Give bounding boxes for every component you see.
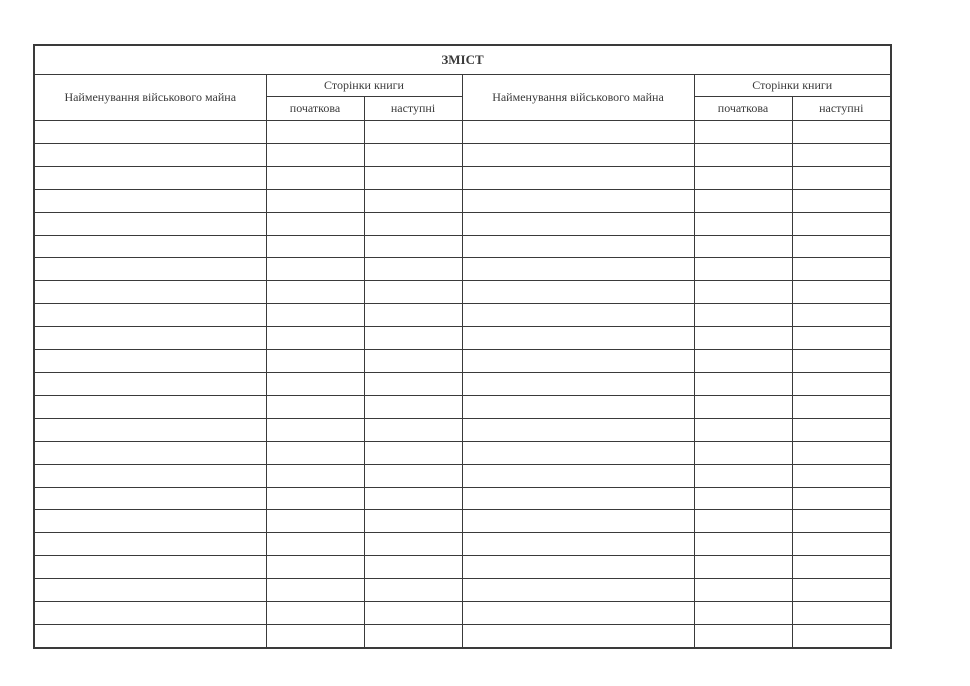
right-initial-cell xyxy=(694,189,792,212)
left-next-cell xyxy=(364,281,462,304)
table-row xyxy=(34,143,891,166)
table-row xyxy=(34,464,891,487)
left-name-cell xyxy=(34,510,266,533)
left-name-cell xyxy=(34,624,266,648)
left-name-cell xyxy=(34,579,266,602)
right-initial-cell xyxy=(694,510,792,533)
right-initial-cell xyxy=(694,143,792,166)
table-row xyxy=(34,304,891,327)
table-row xyxy=(34,395,891,418)
table-row xyxy=(34,441,891,464)
left-name-cell xyxy=(34,441,266,464)
table-row xyxy=(34,579,891,602)
right-next-cell xyxy=(792,579,891,602)
table-row xyxy=(34,350,891,373)
right-next-cell xyxy=(792,258,891,281)
left-initial-cell xyxy=(266,235,364,258)
left-name-cell xyxy=(34,121,266,144)
left-initial-cell xyxy=(266,441,364,464)
table-row xyxy=(34,487,891,510)
table-row xyxy=(34,418,891,441)
table-row xyxy=(34,212,891,235)
right-initial-page-header: початкова xyxy=(694,97,792,121)
right-pages-header: Сторінки книги xyxy=(694,75,891,97)
left-initial-cell xyxy=(266,350,364,373)
right-name-cell xyxy=(462,189,694,212)
right-initial-cell xyxy=(694,212,792,235)
left-pages-header: Сторінки книги xyxy=(266,75,462,97)
left-initial-cell xyxy=(266,579,364,602)
table-row xyxy=(34,510,891,533)
contents-table xyxy=(33,44,892,649)
left-next-cell xyxy=(364,189,462,212)
right-initial-cell xyxy=(694,281,792,304)
right-next-cell xyxy=(792,441,891,464)
right-next-cell xyxy=(792,166,891,189)
left-next-cell xyxy=(364,395,462,418)
left-name-cell xyxy=(34,212,266,235)
left-initial-cell xyxy=(266,418,364,441)
left-name-cell xyxy=(34,166,266,189)
left-initial-cell xyxy=(266,624,364,648)
left-next-cell xyxy=(364,143,462,166)
right-next-cell xyxy=(792,143,891,166)
right-name-cell xyxy=(462,441,694,464)
left-initial-cell xyxy=(266,556,364,579)
right-name-cell xyxy=(462,304,694,327)
left-next-cell xyxy=(364,235,462,258)
left-name-cell xyxy=(34,556,266,579)
right-next-cell xyxy=(792,418,891,441)
right-next-cell xyxy=(792,464,891,487)
right-name-cell xyxy=(462,624,694,648)
left-initial-cell xyxy=(266,281,364,304)
right-next-cell xyxy=(792,189,891,212)
right-initial-cell xyxy=(694,395,792,418)
left-next-cell xyxy=(364,441,462,464)
left-name-cell xyxy=(34,350,266,373)
left-name-cell xyxy=(34,189,266,212)
right-initial-cell xyxy=(694,579,792,602)
table-row xyxy=(34,121,891,144)
right-name-header: Найменування військового майна xyxy=(462,75,694,121)
right-initial-cell xyxy=(694,441,792,464)
left-initial-cell xyxy=(266,143,364,166)
left-next-cell xyxy=(364,327,462,350)
right-initial-cell xyxy=(694,121,792,144)
left-next-cell xyxy=(364,579,462,602)
right-initial-cell xyxy=(694,372,792,395)
right-next-cell xyxy=(792,327,891,350)
right-initial-cell xyxy=(694,166,792,189)
table-row xyxy=(34,166,891,189)
table-row xyxy=(34,327,891,350)
left-next-cell xyxy=(364,418,462,441)
right-name-cell xyxy=(462,166,694,189)
table-row xyxy=(34,258,891,281)
left-initial-cell xyxy=(266,510,364,533)
right-name-cell xyxy=(462,556,694,579)
right-name-cell xyxy=(462,212,694,235)
left-name-cell xyxy=(34,487,266,510)
left-name-header: Найменування військового майна xyxy=(34,75,266,121)
right-name-cell xyxy=(462,327,694,350)
left-initial-cell xyxy=(266,212,364,235)
right-initial-cell xyxy=(694,533,792,556)
left-next-cell xyxy=(364,350,462,373)
left-next-cell xyxy=(364,624,462,648)
table-row xyxy=(34,372,891,395)
left-name-cell xyxy=(34,143,266,166)
left-next-cell xyxy=(364,304,462,327)
left-initial-cell xyxy=(266,258,364,281)
left-name-cell xyxy=(34,533,266,556)
right-next-cell xyxy=(792,304,891,327)
left-initial-cell xyxy=(266,487,364,510)
right-next-cell xyxy=(792,533,891,556)
left-next-cell xyxy=(364,464,462,487)
left-next-cell xyxy=(364,487,462,510)
left-initial-cell xyxy=(266,372,364,395)
right-name-cell xyxy=(462,121,694,144)
right-next-cell xyxy=(792,395,891,418)
table-row xyxy=(34,556,891,579)
right-initial-cell xyxy=(694,304,792,327)
right-next-cell xyxy=(792,372,891,395)
left-name-cell xyxy=(34,464,266,487)
left-next-cell xyxy=(364,372,462,395)
left-initial-cell xyxy=(266,533,364,556)
right-next-cell xyxy=(792,121,891,144)
right-initial-cell xyxy=(694,602,792,625)
right-initial-cell xyxy=(694,350,792,373)
table-row xyxy=(34,235,891,258)
table-row xyxy=(34,533,891,556)
right-initial-cell xyxy=(694,258,792,281)
left-initial-cell xyxy=(266,166,364,189)
table-body xyxy=(34,121,891,649)
right-next-cell xyxy=(792,602,891,625)
right-next-cell xyxy=(792,510,891,533)
right-name-cell xyxy=(462,258,694,281)
left-initial-cell xyxy=(266,304,364,327)
left-next-cell xyxy=(364,121,462,144)
right-initial-cell xyxy=(694,418,792,441)
right-initial-cell xyxy=(694,327,792,350)
left-initial-cell xyxy=(266,189,364,212)
left-initial-cell xyxy=(266,602,364,625)
left-next-cell xyxy=(364,602,462,625)
right-name-cell xyxy=(462,510,694,533)
right-next-cell xyxy=(792,487,891,510)
table-row xyxy=(34,602,891,625)
left-name-cell xyxy=(34,602,266,625)
left-initial-cell xyxy=(266,395,364,418)
left-next-cell xyxy=(364,212,462,235)
left-name-cell xyxy=(34,281,266,304)
left-initial-page-header: початкова xyxy=(266,97,364,121)
left-name-cell xyxy=(34,327,266,350)
right-name-cell xyxy=(462,602,694,625)
left-name-cell xyxy=(34,258,266,281)
right-next-cell xyxy=(792,556,891,579)
right-name-cell xyxy=(462,395,694,418)
right-next-cell xyxy=(792,235,891,258)
right-name-cell xyxy=(462,235,694,258)
right-name-cell xyxy=(462,579,694,602)
right-next-cell xyxy=(792,281,891,304)
left-next-cell xyxy=(364,556,462,579)
left-name-cell xyxy=(34,235,266,258)
left-next-cell xyxy=(364,533,462,556)
left-next-cell xyxy=(364,510,462,533)
table-row xyxy=(34,624,891,648)
left-name-cell xyxy=(34,418,266,441)
left-next-cell xyxy=(364,166,462,189)
right-name-cell xyxy=(462,281,694,304)
right-name-cell xyxy=(462,372,694,395)
left-name-cell xyxy=(34,395,266,418)
right-name-cell xyxy=(462,464,694,487)
right-name-cell xyxy=(462,418,694,441)
left-next-pages-header: наступні xyxy=(364,97,462,121)
right-initial-cell xyxy=(694,624,792,648)
right-next-cell xyxy=(792,624,891,648)
left-name-cell xyxy=(34,372,266,395)
right-next-cell xyxy=(792,212,891,235)
left-initial-cell xyxy=(266,464,364,487)
right-name-cell xyxy=(462,487,694,510)
right-initial-cell xyxy=(694,464,792,487)
right-name-cell xyxy=(462,350,694,373)
table-row xyxy=(34,189,891,212)
right-initial-cell xyxy=(694,235,792,258)
right-name-cell xyxy=(462,143,694,166)
left-initial-cell xyxy=(266,121,364,144)
left-name-cell xyxy=(34,304,266,327)
left-initial-cell xyxy=(266,327,364,350)
right-name-cell xyxy=(462,533,694,556)
table-row xyxy=(34,281,891,304)
right-next-cell xyxy=(792,350,891,373)
right-next-pages-header: наступні xyxy=(792,97,891,121)
table-title: ЗМІСТ xyxy=(34,45,891,75)
right-initial-cell xyxy=(694,556,792,579)
right-initial-cell xyxy=(694,487,792,510)
left-next-cell xyxy=(364,258,462,281)
